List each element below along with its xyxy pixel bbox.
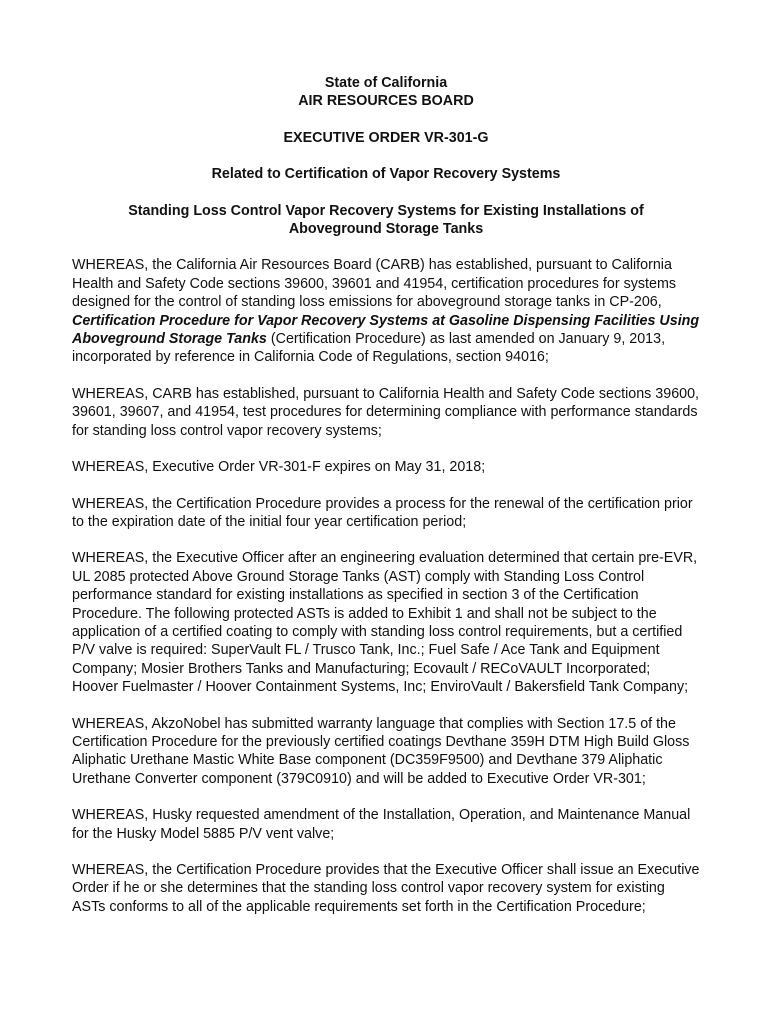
paragraph-1-intro: WHEREAS, the California Air Resources Board (CARB) has established, pursuant to California Health and Safety Code sections 39600, 39601 and 41954, certification procedures for systems designed for the control of standing loss emissions for aboveground storage tanks in CP-206, xyxy=(72,257,677,311)
paragraph-1 xyxy=(72,256,700,366)
heading-state: State of California xyxy=(324,75,448,91)
paragraph-2: WHEREAS, CARB has established, pursuant to California Health and Safety Code sections 39600, 39601, 39607, and 41954, test procedures for determining compliance with performance standards for standing loss control vapor recovery systems; xyxy=(72,385,700,439)
paragraph-6: WHEREAS, AkzoNobel has submitted warranty language that complies with Section 17.5 of the Certification Procedure for the previously certified coatings Devthane 359H DTM High Build Gloss Aliphatic Urethane Mastic White Base component (DC359F9500) and Devthane 379 Aliphatic Urethane Converter component (379C0910) and will be added to Executive Order VR-301; xyxy=(72,715,690,787)
document-page xyxy=(72,74,700,934)
paragraph-1-rest: (Certification Procedure) as last amended on January 9, 2013, incorporated by reference in California Code of Regulations, section 94016; xyxy=(72,331,666,366)
heading-board: AIR RESOURCES BOARD xyxy=(298,93,474,110)
paragraph-1-procedure-title: Certification Procedure for Vapor Recovery Systems at Gasoline Dispensing Facilities Using Aboveground Storage Tanks xyxy=(72,312,700,348)
paragraph-3: WHEREAS, Executive Order VR-301-F expires on May 31, 2018; xyxy=(72,459,486,476)
heading-subject: Standing Loss Control Vapor Recovery Systems for Existing Installations of Aboveground Storage Tanks xyxy=(128,202,644,238)
heading-executive-order: EXECUTIVE ORDER VR-301-G xyxy=(283,129,489,146)
heading-related: Related to Certification of Vapor Recovery Systems xyxy=(211,166,561,183)
paragraph-7: WHEREAS, Husky requested amendment of the Installation, Operation, and Maintenance Manual for the Husky Model 5885 P/V vent valve; xyxy=(72,807,691,842)
paragraph-4: WHEREAS, the Certification Procedure provides a process for the renewal of the certification prior to the expiration date of the initial four year certification period; xyxy=(72,495,693,530)
paragraph-8: WHEREAS, the Certification Procedure provides that the Executive Officer shall issue an Executive Order if he or she determines that the standing loss control vapor recovery system for existing ASTs conforms to all of the applicable requirements set forth in the Certification Procedure; xyxy=(72,862,700,915)
paragraph-5: WHEREAS, the Executive Officer after an engineering evaluation determined that certain pre-EVR, UL 2085 protected Above Ground Storage Tanks (AST) comply with Standing Loss Control performance standard for existing installations as specified in section 3 of the Certification Procedure. The following protected ASTs is added to Exhibit 1 and shall not be subject to the application of a certified coating to comply with standing loss control requirements, but a certified P/V valve is required: SuperVault FL / Trusco Tank, Inc.; Fuel Safe / Ace Tank and Equipment Company; Mosier Brothers Tanks and Manufacturing; Ecovault / RECoVAULT Incorporated; Hoover Fuelmaster / Hoover Containment Systems, Inc; EnviroVault / Bakersfield Tank Company; xyxy=(72,550,698,696)
